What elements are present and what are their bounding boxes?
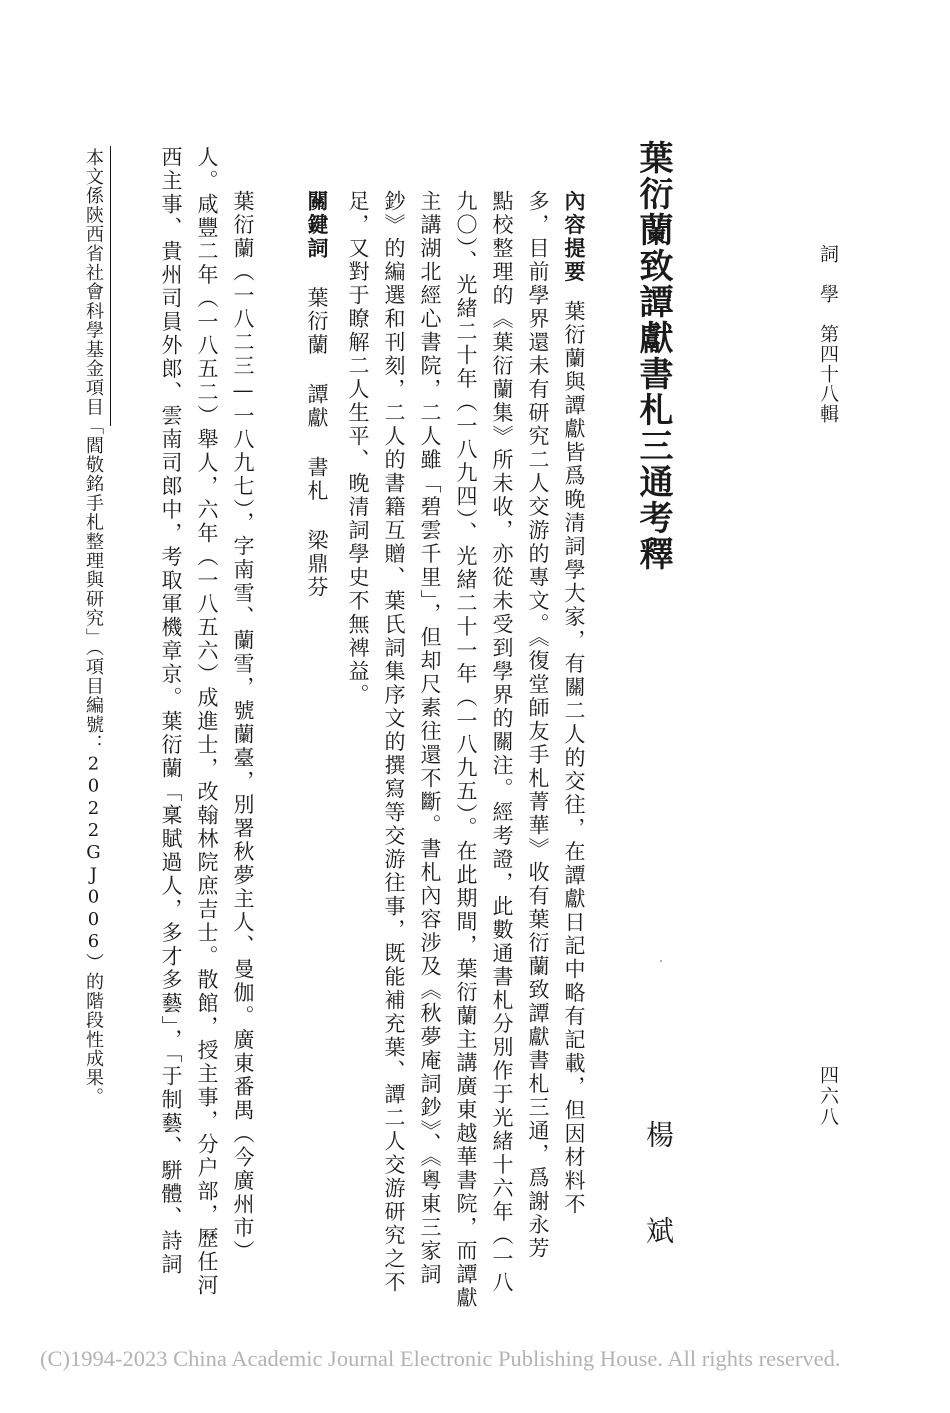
keyword-item: 梁鼎芬 xyxy=(305,529,329,600)
keyword-item: 譚獻 xyxy=(305,383,329,430)
keyword-item: 書札 xyxy=(305,456,329,503)
body-line: 人。咸豐二年（一八五二）舉人，六年（一八五六）成進士，改翰林院庶吉士。散館，授主事，分户部，歷任河 xyxy=(195,146,219,1298)
speck xyxy=(660,960,662,962)
abstract-line: 內容提要葉衍蘭與譚獻皆爲晚清詞學大家，有關二人的交往，在譚獻日記中略有記載，但因材料不 xyxy=(562,190,587,1217)
abstract-line: 多，目前學界還未有研究二人交游的專文。《復堂師友手札菁華》收有葉衍蘭致譚獻書札三通，爲謝永芳 xyxy=(526,190,550,1261)
abstract-line: 點校整理的《葉衍蘭集》所未收，亦從未受到學界的關注。經考證，此數通書札分別作于光緒十六年（一八 xyxy=(490,190,514,1295)
keyword-item: 葉衍蘭 xyxy=(305,286,329,357)
body-line: 西主事、貴州司員外郎、雲南司郎中，考取軍機章京。葉衍蘭「稟賦過人，多才多藝」，「于制藝、駢體、詩詞 xyxy=(159,146,183,1277)
abstract-line: 鈔》的編選和刊刻，二人的書籍互贈、葉氏詞集序文的撰寫等交游往事，既能補充葉、譚二人交游研究之不 xyxy=(382,190,406,1295)
abstract-line: 九〇）、光緒二十年（一八九四）、光緒二十一年（一八九五）。在此期間，葉衍蘭主講廣東越華書院，而譚獻 xyxy=(454,190,478,1310)
footnote: 本文係陝西省社會科學基金項目「閻敬銘手札整理與研究」（項目編號：2022GJ006）的階段性成果。 xyxy=(83,148,104,1107)
article-author: 楊 斌 xyxy=(642,1120,675,1264)
page-number: 四六八 xyxy=(817,1065,839,1128)
running-header: 詞 學 第四十八輯 xyxy=(817,244,839,424)
abstract-line: 主講湖北經心書院，二人雖「碧雲千里」，但却尺素往還不斷。書札內容涉及《秋夢庵詞鈔》、《粵東三家詞 xyxy=(418,190,442,1287)
abstract-label: 內容提要 xyxy=(562,190,587,284)
footnote-rule xyxy=(110,146,111,426)
copyright-watermark: (C)1994-2023 China Academic Journal Electronic Publishing House. All rights reserved. xyxy=(40,1346,841,1371)
article-title: 葉衍蘭致譚獻書札三通考釋 xyxy=(633,140,673,572)
keywords-label: 關鍵詞 xyxy=(305,190,330,261)
body-line: 葉衍蘭（一八二三—一八九七），字南雪、蘭雪，號蘭臺，別署秋夢主人、曼伽。廣東番禺（今廣州市） xyxy=(231,190,255,1264)
abstract-line: 足，又對于瞭解二人生平、晚清詞學史不無裨益。 xyxy=(346,190,370,707)
keywords xyxy=(306,190,328,600)
